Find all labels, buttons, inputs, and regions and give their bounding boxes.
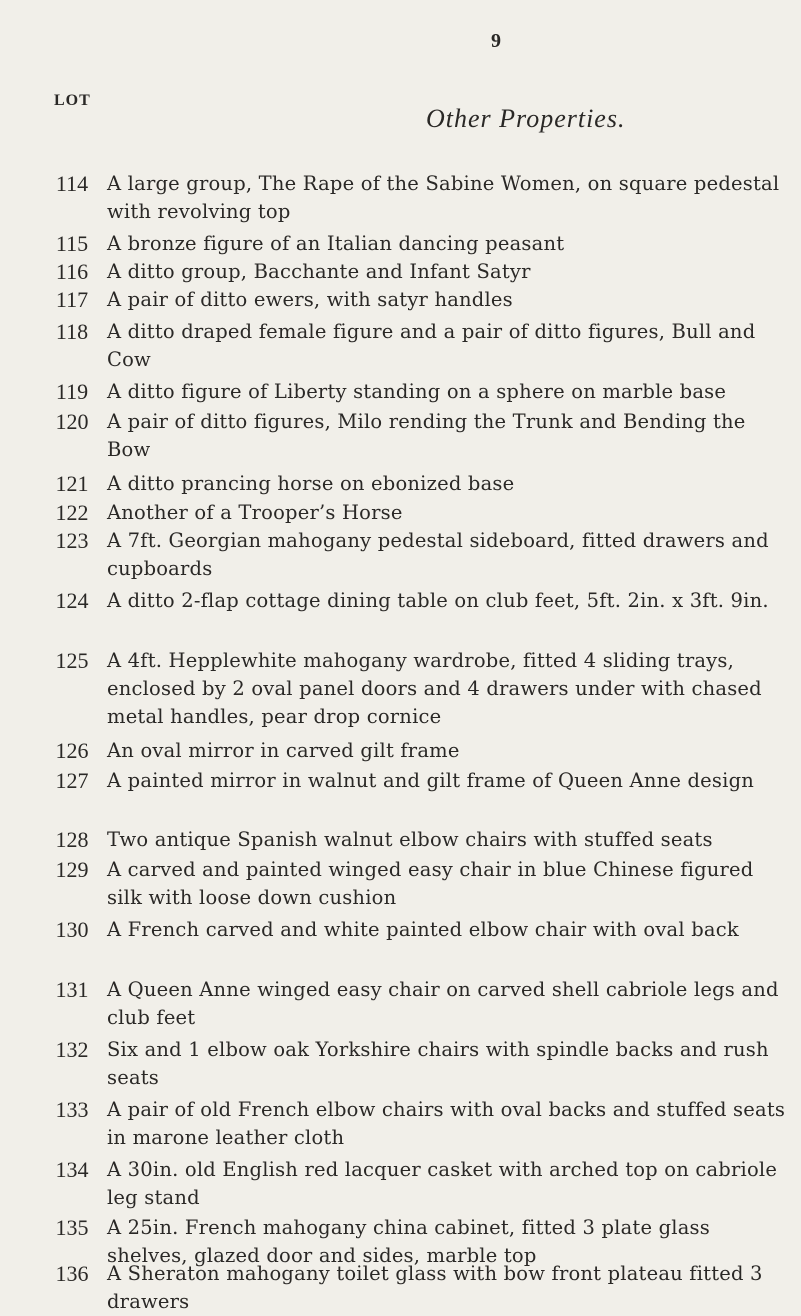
- lot-description: A 25in. French mahogany china cabinet, fitted 3 plate glass shelves, glazed door and sides, marble top: [107, 1216, 710, 1267]
- lot-number: 122: [55, 500, 89, 525]
- lot-description: Another of a Trooper’s Horse: [107, 501, 403, 524]
- lot-number: 115: [55, 231, 89, 256]
- lot-description: A carved and painted winged easy chair in blue Chinese figured silk with loose down cushion: [107, 858, 754, 909]
- lot-description: A ditto draped female figure and a pair of ditto figures, Bull and Cow: [107, 320, 756, 371]
- lot-number: 118: [55, 319, 89, 344]
- lot-column-header: LOT: [54, 92, 91, 109]
- lot-number: 121: [55, 471, 89, 496]
- lot-description: A 4ft. Hepplewhite mahogany wardrobe, fitted 4 sliding trays, enclosed by 2 oval panel doors and 4 drawers under with chased metal handles, pear drop cornice: [107, 649, 762, 728]
- lot-number: 135: [55, 1215, 89, 1240]
- lot-description: An oval mirror in carved gilt frame: [107, 739, 460, 762]
- lot-description: Six and 1 elbow oak Yorkshire chairs with spindle backs and rush seats: [107, 1038, 769, 1089]
- page-number: 9: [491, 30, 501, 52]
- lot-description: A ditto 2-flap cottage dining table on club feet, 5ft. 2in. x 3ft. 9in.: [107, 589, 769, 612]
- lot-description: Two antique Spanish walnut elbow chairs with stuffed seats: [107, 828, 713, 851]
- lot-number: 133: [55, 1097, 89, 1122]
- lot-description: A ditto group, Bacchante and Infant Satyr: [107, 260, 531, 283]
- lot-number: 126: [55, 738, 89, 763]
- lot-description: A large group, The Rape of the Sabine Women, on square pedestal with revolving top: [107, 172, 780, 223]
- lot-number: 128: [55, 827, 89, 852]
- lot-number: 134: [55, 1157, 89, 1182]
- section-title: Other Properties.: [426, 104, 626, 133]
- lot-description: A 7ft. Georgian mahogany pedestal sideboard, fitted drawers and cupboards: [107, 529, 769, 580]
- lot-description: A pair of ditto ewers, with satyr handles: [107, 288, 513, 311]
- lot-number: 114: [55, 171, 89, 196]
- lot-number: 120: [55, 409, 89, 434]
- lot-description: A Queen Anne winged easy chair on carved shell cabriole legs and club feet: [107, 978, 779, 1029]
- lot-number: 123: [55, 528, 89, 553]
- lot-number: 127: [55, 768, 89, 793]
- lot-description: A bronze figure of an Italian dancing peasant: [107, 232, 565, 255]
- lot-number: 129: [55, 857, 89, 882]
- lot-number: 132: [55, 1037, 89, 1062]
- lot-number: 117: [55, 287, 89, 312]
- lot-description: A pair of ditto figures, Milo rending the Trunk and Bending the Bow: [107, 410, 746, 461]
- lot-number: 130: [55, 917, 89, 942]
- lot-description: A painted mirror in walnut and gilt frame of Queen Anne design: [107, 769, 755, 792]
- lot-number: 131: [55, 977, 89, 1002]
- lot-description: A French carved and white painted elbow chair with oval back: [107, 918, 739, 941]
- lot-description: A 30in. old English red lacquer casket with arched top on cabriole leg stand: [107, 1158, 778, 1209]
- lot-description: A pair of old French elbow chairs with oval backs and stuffed seats in marone leather cloth: [107, 1098, 786, 1149]
- lot-number: 136: [55, 1261, 89, 1286]
- lot-number: 116: [55, 259, 89, 284]
- lot-number: 119: [55, 379, 89, 404]
- lot-description: A ditto prancing horse on ebonized base: [107, 472, 515, 495]
- lot-number: 124: [55, 588, 89, 613]
- lot-description: A ditto figure of Liberty standing on a sphere on marble base: [107, 380, 727, 403]
- lot-description: A Sheraton mahogany toilet glass with bow front plateau fitted 3 drawers: [107, 1262, 763, 1313]
- lot-number: 125: [55, 648, 89, 673]
